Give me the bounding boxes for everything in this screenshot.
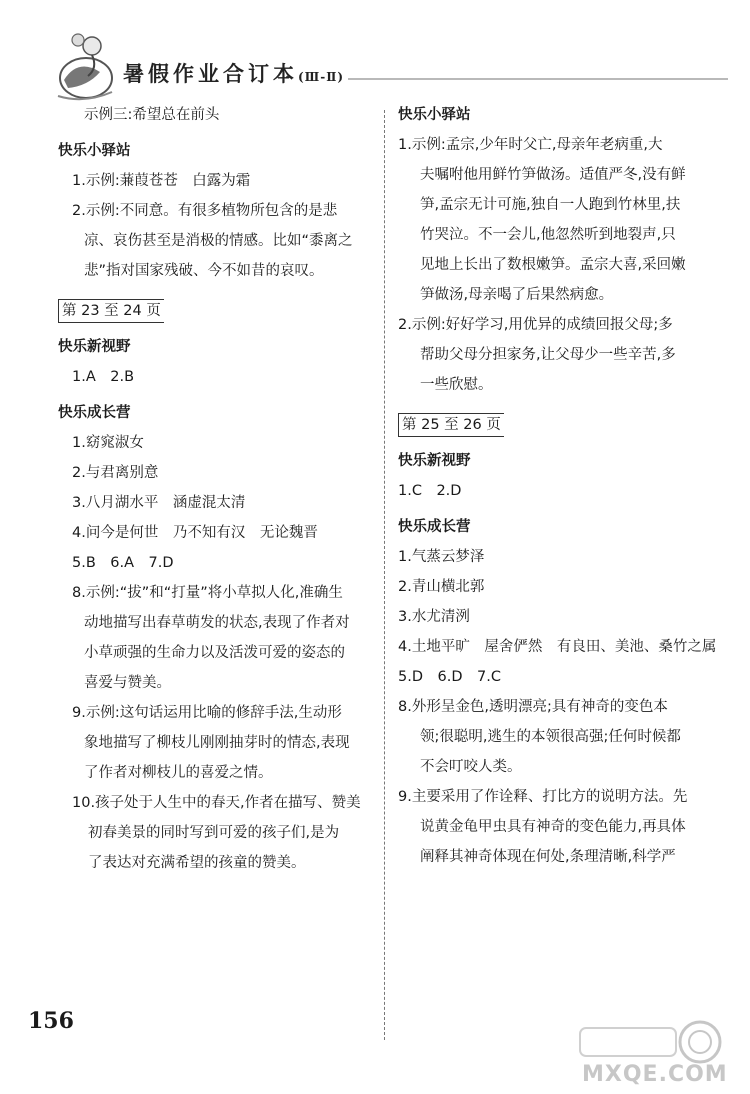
left-answer-line: 4.问今是何世 乃不知有汉 无论魏晋 bbox=[72, 525, 318, 541]
book-title: 暑假作业合订本(Ⅲ-Ⅱ) bbox=[123, 61, 345, 86]
right-column bbox=[398, 100, 720, 872]
right-answer-line: 夫嘱咐他用鲜竹笋做汤。适值严冬,没有鲜 bbox=[420, 167, 686, 183]
left-answer-line: 10.孩子处于人生中的春天,作者在描写、赞美 bbox=[72, 795, 361, 811]
left-answer-line: 9.示例:这句话运用比喻的修辞手法,生动形 bbox=[72, 705, 342, 721]
right-answer-line: 3.水尤清洌 bbox=[398, 609, 470, 625]
right-page-range bbox=[398, 410, 720, 440]
right-answer-line: 领;很聪明,逃生的本领很高强;任何时候都 bbox=[420, 729, 681, 745]
left-answer-line: 了表达对充满希望的孩童的赞美。 bbox=[88, 855, 306, 871]
right-section-heading: 快乐成长营 bbox=[398, 519, 471, 535]
right-answer-line: 见地上长出了数根嫩笋。孟宗大喜,采回嫩 bbox=[420, 257, 686, 273]
decorative-crane-logo-icon bbox=[48, 28, 120, 104]
right-answer-line: 4.土地平旷 屋舍俨然 有良田、美池、桑竹之属 bbox=[398, 639, 717, 655]
right-answer-line: 笋,孟宗无计可施,独自一人跑到竹林里,扶 bbox=[420, 197, 681, 213]
watermark-stamp-icon bbox=[560, 1018, 740, 1066]
right-answer-line: 9.主要采用了作诠释、打比方的说明方法。先 bbox=[398, 789, 688, 805]
watermark-logo bbox=[560, 1018, 740, 1090]
page-range-label: 第 23 至 24 页 bbox=[58, 299, 164, 323]
right-answer-line: 一些欣慰。 bbox=[420, 377, 493, 393]
right-section-heading: 快乐小驿站 bbox=[398, 107, 471, 123]
left-answer-line: 示例三:希望总在前头 bbox=[84, 107, 220, 123]
right-answer-line: 不会叮咬人类。 bbox=[420, 759, 522, 775]
left-answer-line: 喜爱与赞美。 bbox=[84, 675, 171, 691]
right-answer-line: 1.C 2.D bbox=[398, 483, 462, 499]
left-answer-line: 1.窈窕淑女 bbox=[72, 435, 144, 451]
left-section-heading: 快乐小驿站 bbox=[58, 143, 131, 159]
left-answer-line: 了作者对柳枝儿的喜爱之情。 bbox=[84, 765, 273, 781]
left-answer-line: 动地描写出春草萌发的状态,表现了作者对 bbox=[84, 615, 350, 631]
page-range-label: 第 25 至 26 页 bbox=[398, 413, 504, 437]
right-answer-line: 2.青山横北郭 bbox=[398, 579, 485, 595]
left-answer-line: 2.示例:不同意。有很多植物所包含的是悲 bbox=[72, 203, 338, 219]
right-section-heading: 快乐新视野 bbox=[398, 453, 471, 469]
left-answer-line: 初春美景的同时写到可爱的孩子们,是为 bbox=[88, 825, 340, 841]
left-section-heading: 快乐新视野 bbox=[58, 339, 131, 355]
right-answer-line: 帮助父母分担家务,让父母少一些辛苦,多 bbox=[420, 347, 676, 363]
column-divider bbox=[384, 110, 385, 1040]
left-answer-line: 8.示例:“拔”和“打量”将小草拟人化,准确生 bbox=[72, 585, 343, 601]
page-number: 156 bbox=[28, 1008, 74, 1034]
right-answer-line: 8.外形呈金色,透明漂亮;具有神奇的变色本 bbox=[398, 699, 668, 715]
right-answer-line: 阐释其神奇体现在何处,条理清晰,科学严 bbox=[420, 849, 676, 865]
right-answer-line: 2.示例:好好学习,用优异的成绩回报父母;多 bbox=[398, 317, 673, 333]
left-answer-line: 2.与君离别意 bbox=[72, 465, 159, 481]
left-answer-line: 凉、哀伤甚至是消极的情感。比如“黍离之 bbox=[84, 233, 353, 249]
left-answer-line: 3.八月湖水平 涵虚混太清 bbox=[72, 495, 246, 511]
header-rule bbox=[348, 78, 728, 80]
left-answer-line: 悲”指对国家残破、今不如昔的哀叹。 bbox=[84, 263, 324, 279]
left-answer-line: 1.示例:蒹葭苍苍 白露为霜 bbox=[72, 173, 251, 189]
left-section-heading: 快乐成长营 bbox=[58, 405, 131, 421]
left-column bbox=[58, 100, 376, 878]
right-answer-line: 1.示例:孟宗,少年时父亡,母亲年老病重,大 bbox=[398, 137, 663, 153]
right-answer-line: 1.气蒸云梦泽 bbox=[398, 549, 485, 565]
page-header bbox=[48, 28, 718, 108]
left-answer-line: 小草顽强的生命力以及活泼可爱的姿态的 bbox=[84, 645, 345, 661]
left-answer-line: 5.B 6.A 7.D bbox=[72, 555, 174, 571]
watermark-text: MXQE.COM bbox=[582, 1062, 728, 1087]
right-answer-line: 笋做汤,母亲喝了后果然病愈。 bbox=[420, 287, 614, 303]
right-answer-line: 竹哭泣。不一会儿,他忽然听到地裂声,只 bbox=[420, 227, 676, 243]
book-subtitle: (Ⅲ-Ⅱ) bbox=[298, 70, 345, 84]
left-answer-line: 象地描写了柳枝儿刚刚抽芽时的情态,表现 bbox=[84, 735, 350, 751]
right-answer-line: 5.D 6.D 7.C bbox=[398, 669, 501, 685]
left-page-range bbox=[58, 296, 376, 326]
right-answer-line: 说黄金龟甲虫具有神奇的变色能力,再具体 bbox=[420, 819, 686, 835]
left-answer-line: 1.A 2.B bbox=[72, 369, 135, 385]
